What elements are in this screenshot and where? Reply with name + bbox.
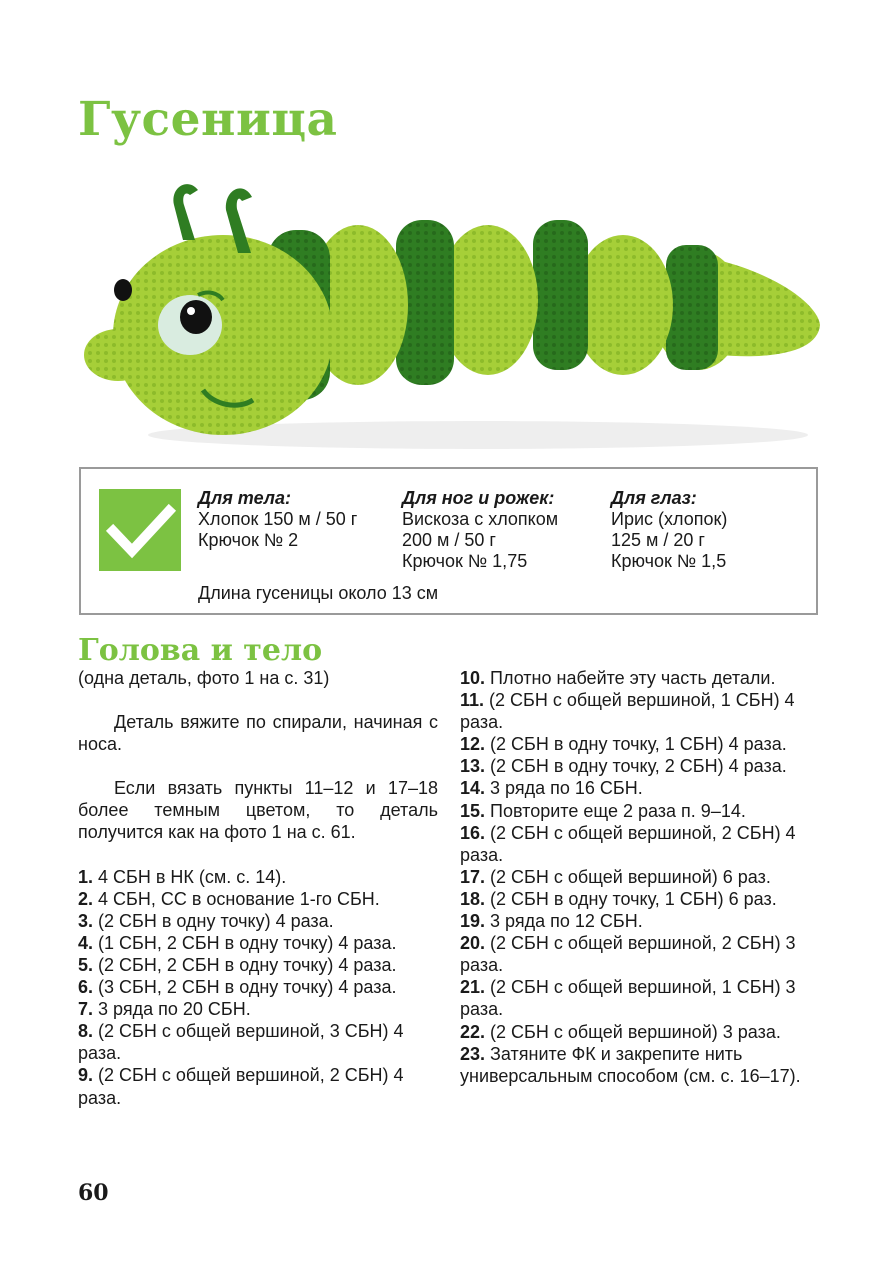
- step-number: 21.: [460, 977, 486, 998]
- materials-legs-heading: Для ног и рожек:: [402, 488, 555, 508]
- caterpillar-photo: [78, 165, 838, 455]
- instruction-step: [460, 866, 820, 888]
- step-text: 3 ряда по 16 СБН.: [490, 778, 643, 799]
- materials-body-heading: Для тела:: [198, 488, 291, 508]
- instruction-step: [460, 932, 820, 976]
- instruction-step: [460, 822, 820, 866]
- step-text: 3 ряда по 12 СБН.: [490, 911, 643, 932]
- instruction-step: [460, 800, 820, 822]
- instructions-right-column: [460, 667, 820, 1087]
- step-number: 2.: [78, 888, 94, 909]
- step-number: 5.: [78, 954, 94, 975]
- step-text: (2 СБН с общей вершиной, 2 СБН) 4 раза.: [78, 1065, 404, 1108]
- step-number: 10.: [460, 668, 486, 688]
- instruction-step: [460, 1043, 820, 1087]
- instruction-step: [460, 910, 820, 932]
- materials-legs: [402, 488, 558, 572]
- instruction-step: [460, 667, 820, 689]
- step-text: (2 СБН с общей вершиной, 1 СБН) 4 раза.: [460, 690, 795, 733]
- note-paragraph: Если вязать пункты 11–12 и 17–18 более темным цветом, то деталь получится как на фото 1 на с. 61.: [78, 778, 438, 843]
- step-number: 7.: [78, 999, 94, 1020]
- step-number: 20.: [460, 933, 486, 954]
- materials-body-line: Хлопок 150 м / 50 г: [198, 509, 358, 529]
- step-text: (2 СБН с общей вершиной, 3 СБН) 4 раза.: [78, 1021, 404, 1064]
- step-number: 22.: [460, 1021, 486, 1042]
- instruction-step: [78, 910, 438, 932]
- materials-legs-line: Крючок № 1,75: [402, 551, 528, 571]
- step-number: 15.: [460, 800, 486, 821]
- step-text: (2 СБН, 2 СБН в одну точку) 4 раза.: [98, 954, 397, 975]
- step-text: Затяните ФК и закрепите нить универсальным способом (см. с. 16–17).: [460, 1043, 801, 1086]
- step-text: (2 СБН с общей вершиной) 6 раз.: [490, 866, 771, 887]
- step-number: 8.: [78, 1021, 94, 1042]
- materials-eyes-line: Крючок № 1,5: [611, 551, 727, 571]
- step-number: 9.: [78, 1065, 94, 1086]
- materials-eyes: [611, 488, 727, 572]
- page-title: Гусеница: [78, 92, 338, 147]
- instruction-step: [78, 866, 438, 888]
- materials-box: [79, 467, 818, 615]
- instruction-step: [78, 932, 438, 954]
- materials-eyes-line: Ирис (хлопок): [611, 509, 728, 529]
- step-number: 11.: [460, 690, 485, 711]
- step-number: 12.: [460, 734, 486, 755]
- step-text: (2 СБН с общей вершиной, 2 СБН) 3 раза.: [460, 933, 796, 976]
- instruction-step: [78, 976, 438, 998]
- step-text: (2 СБН с общей вершиной, 2 СБН) 4 раза.: [460, 822, 796, 865]
- instruction-step: [78, 954, 438, 976]
- step-number: 19.: [460, 911, 486, 932]
- step-text: Повторите еще 2 раза п. 9–14.: [490, 800, 746, 821]
- section-title: Голова и тело: [78, 633, 323, 668]
- materials-eyes-line: 125 м / 20 г: [611, 530, 705, 550]
- step-text: (2 СБН в одну точку) 4 раза.: [98, 910, 334, 931]
- step-text: (2 СБН в одну точку, 2 СБН) 4 раза.: [490, 756, 787, 777]
- step-number: 6.: [78, 977, 94, 998]
- instructions-left-column: [78, 667, 438, 1109]
- intro-paragraph: Деталь вяжите по спирали, начиная с носа.: [78, 712, 438, 755]
- step-text: (2 СБН с общей вершиной) 3 раза.: [490, 1021, 781, 1042]
- step-text: (1 СБН, 2 СБН в одну точку) 4 раза.: [98, 932, 397, 953]
- section-subtitle: (одна деталь, фото 1 на с. 31): [78, 668, 330, 688]
- step-number: 4.: [78, 932, 94, 953]
- instruction-step: [460, 733, 820, 755]
- step-number: 14.: [460, 778, 486, 799]
- step-number: 16.: [460, 822, 486, 843]
- step-number: 1.: [78, 866, 94, 887]
- page-number: 60: [78, 1180, 109, 1206]
- instruction-step: [460, 755, 820, 777]
- instruction-step: [460, 976, 820, 1020]
- step-text: 3 ряда по 20 СБН.: [98, 999, 251, 1020]
- step-text: (2 СБН в одну точку, 1 СБН) 4 раза.: [490, 734, 787, 755]
- step-text: 4 СБН, СС в основание 1-го СБН.: [98, 888, 380, 909]
- step-text: 4 СБН в НК (см. с. 14).: [98, 866, 287, 887]
- caterpillar-length: Длина гусеницы около 13 см: [198, 583, 439, 603]
- materials-body: [198, 488, 357, 551]
- instruction-step: [460, 689, 820, 733]
- step-text: (2 СБН с общей вершиной, 1 СБН) 3 раза.: [460, 977, 796, 1020]
- checkmark-icon: [99, 489, 181, 571]
- step-text: Плотно набейте эту часть детали.: [490, 668, 776, 688]
- materials-legs-line: 200 м / 50 г: [402, 530, 496, 550]
- materials-body-line: Крючок № 2: [198, 530, 299, 550]
- materials-legs-line: Вискоза с хлопком: [402, 509, 559, 529]
- step-number: 3.: [78, 910, 94, 931]
- instruction-step: [78, 1064, 438, 1108]
- instruction-step: [78, 998, 438, 1020]
- instruction-step: [460, 888, 820, 910]
- step-text: (3 СБН, 2 СБН в одну точку) 4 раза.: [98, 977, 397, 998]
- step-text: (2 СБН в одну точку, 1 СБН) 6 раз.: [490, 888, 777, 909]
- step-number: 18.: [460, 888, 486, 909]
- step-number: 13.: [460, 756, 486, 777]
- step-number: 17.: [460, 866, 486, 887]
- instruction-step: [460, 777, 820, 799]
- step-number: 23.: [460, 1043, 486, 1064]
- instruction-step: [460, 1021, 820, 1043]
- materials-eyes-heading: Для глаз:: [611, 488, 697, 508]
- instruction-step: [78, 1020, 438, 1064]
- instruction-step: [78, 888, 438, 910]
